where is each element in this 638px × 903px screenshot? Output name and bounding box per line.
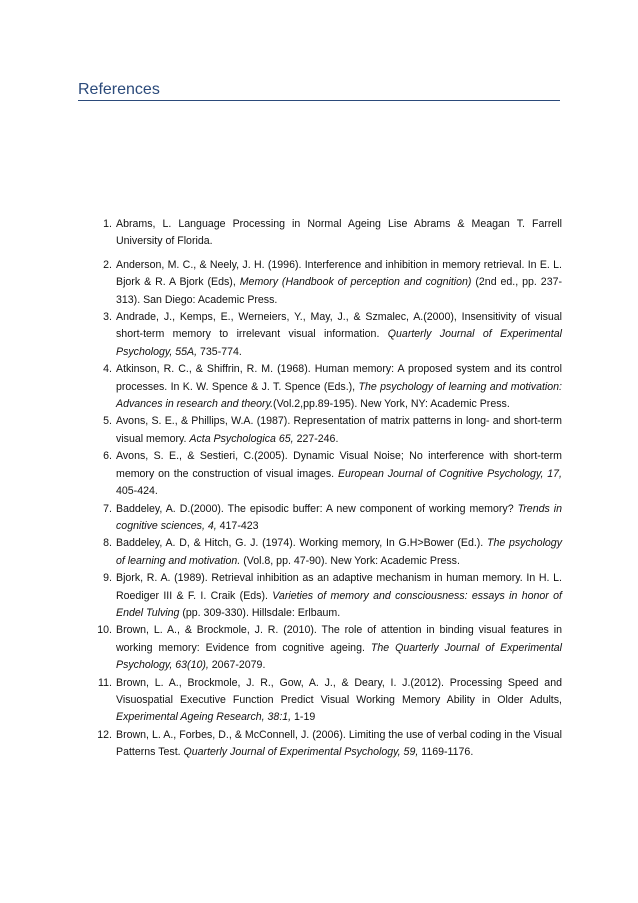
reference-text: Bjork, R. A. (1989). Retrieval inhibition as an adaptive mechanism in human memory. In H. L. Roediger III & F. I. Craik (Eds). [116, 572, 562, 602]
reference-text: Brown, L. A., Forbes, D., & McConnell, J. (2006). Limiting the use of verbal coding in the Visual Patterns Test. [116, 728, 562, 759]
reference-item [78, 675, 562, 727]
reference-item [78, 361, 562, 413]
reference-italic-text: Quarterly Journal of Experimental Psychology, 59, [183, 746, 419, 759]
reference-italic-text: The psychology of learning and motivation: Advances in research and theory. [116, 380, 562, 411]
reference-item [78, 309, 562, 361]
reference-number: 6. [103, 450, 112, 463]
reference-italic-text: The psychology of learning and motivation. [116, 537, 562, 567]
reference-text: (pp. 309-330). Hillsdale: Erlbaum. [179, 606, 341, 619]
reference-text: 735-774. [197, 345, 242, 358]
reference-item [78, 413, 562, 448]
reference-item [78, 257, 562, 309]
reference-item [78, 727, 562, 762]
reference-number: 7. [103, 502, 112, 515]
reference-italic-text: European Journal of Cognitive Psychology, 17, [337, 467, 562, 480]
reference-italic-text: Trends in cognitive sciences, 4, [116, 502, 562, 532]
reference-italic-text: The Quarterly Journal of Experimental Psychology, 63(10), [116, 641, 563, 672]
reference-item [78, 535, 562, 570]
reference-number: 5. [103, 415, 112, 428]
reference-text: 1-19 [291, 711, 316, 724]
reference-text: Atkinson, R. C., & Shiffrin, R. M. (1968). Human memory: A proposed system and its control processes. In K. W. Spence & J. T. Spence (Eds.), [116, 363, 562, 393]
reference-number: 11. [98, 676, 112, 689]
reference-number: 9. [103, 572, 112, 585]
reference-item [78, 570, 562, 622]
reference-text: 405-424. [116, 485, 158, 498]
reference-text: (Vol.2,pp.89-195). New York, NY: Academic Press. [273, 398, 510, 411]
reference-number: 12. [97, 728, 112, 741]
reference-italic-text: Quarterly Journal of Experimental Psychology, 55A, [116, 328, 562, 358]
reference-item [78, 216, 562, 251]
reference-text: Andrade, J., Kemps, E., Werneiers, Y., May, J., & Szmalec, A.(2000), Insensitivity of visual short-term memory to irrelevant visual information. [116, 311, 562, 341]
reference-text: Anderson, M. C., & Neely, J. H. (1996). Interference and inhibition in memory retrieval. In E. L. Bjork & R. A Bjork (Eds), [116, 258, 562, 289]
reference-text: Brown, L. A., Brockmole, J. R., Gow, A. J., & Deary, I. J.(2012). Processing Speed and Visuospatial Executive Function Predict Visual Working Memory Ability in Older Adults, [116, 676, 562, 706]
reference-text: 227-246. [293, 432, 339, 445]
reference-number: 8. [103, 537, 112, 550]
reference-text: Baddeley, A. D, & Hitch, G. J. (1974). Working memory, In G.H>Bower (Ed.). [116, 537, 487, 550]
reference-item [78, 622, 562, 674]
reference-number: 1. [103, 218, 112, 230]
reference-italic-text: Experimental Ageing Research, 38:1, [116, 711, 292, 724]
reference-text: Baddeley, A. D.(2000). The episodic buffer: A new component of working memory? [116, 502, 518, 515]
reference-text: (Vol.8, pp. 47-90). New York: Academic Press. [240, 554, 460, 567]
reference-text: Abrams, L. Language Processing in Normal Ageing Lise Abrams & Meagan T. Farrell University of Florida. [116, 218, 562, 248]
reference-text: (2nd ed., pp. 237-313). San Diego: Academic Press. [116, 276, 563, 306]
reference-italic-text: Acta Psychologica 65, [189, 432, 294, 445]
reference-number: 3. [103, 311, 112, 324]
reference-text: Avons, S. E., & Sestieri, C.(2005). Dynamic Visual Noise; No interference with short-term memory on the construction of visual images. [116, 450, 562, 480]
reference-text: Brown, L. A., & Brockmole, J. R. (2010). The role of attention in binding visual features in working memory: Evidence from cognitive ageing. [116, 624, 562, 654]
references-heading: References [78, 80, 560, 101]
reference-text: 417-423 [216, 519, 259, 532]
reference-text: Avons, S. E., & Phillips, W.A. (1987). Representation of matrix patterns in long- and short-term visual memory. [116, 415, 562, 445]
reference-number: 10. [97, 624, 112, 637]
reference-item [78, 501, 562, 536]
reference-item [78, 448, 562, 500]
reference-italic-text: Memory (Handbook of perception and cognition) [239, 276, 472, 289]
reference-number: 2. [103, 258, 112, 271]
reference-italic-text: Varieties of memory and consciousness: essays in honor of Endel Tulving [116, 589, 562, 619]
reference-text: 1169-1176. [418, 746, 474, 759]
reference-text: 2067-2079. [208, 659, 266, 672]
reference-list [78, 216, 562, 762]
reference-number: 4. [103, 363, 112, 376]
